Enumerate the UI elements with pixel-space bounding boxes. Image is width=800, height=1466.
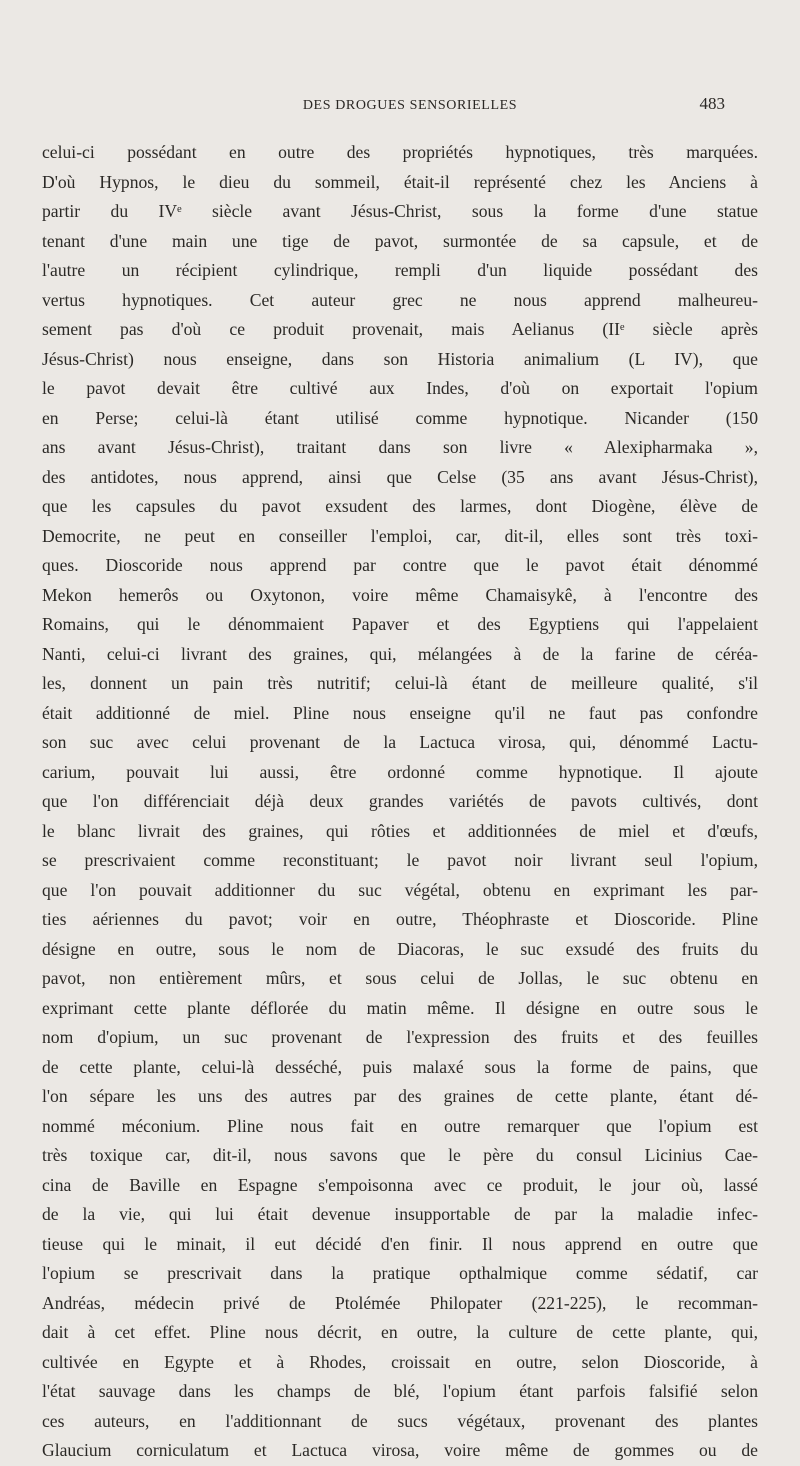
text-line: tenant d'une main une tige de pavot, surmontée de sa capsule, et de	[42, 230, 758, 251]
text-line: D'où Hypnos, le dieu du sommeil, était-il représenté chez les Anciens à	[42, 171, 758, 192]
text-line: le blanc livrait des graines, qui rôties et additionnées de miel et d'œufs,	[42, 820, 758, 841]
text-line: dait à cet effet. Pline nous décrit, en outre, la culture de cette plante, qui,	[42, 1322, 758, 1342]
text-line: en Perse; celui-là étant utilisé comme hypnotique. Nicander (150	[42, 407, 758, 428]
text-line: l'autre un récipient cylindrique, rempli d'un liquide possédant des	[42, 260, 758, 280]
text-line: Andréas, médecin privé de Ptolémée Philopater (221-225), le recomman-	[42, 1292, 758, 1313]
text-line: ans avant Jésus-Christ), traitant dans son livre « Alexipharmaka »,	[42, 437, 758, 457]
text-line: Democrite, ne peut en conseiller l'emploi, car, dit-il, elles sont très toxi-	[42, 525, 758, 546]
text-line: que l'on différenciait déjà deux grandes variétés de pavots cultivés, dont	[42, 791, 758, 811]
text-line: de la vie, qui lui était devenue insupportable de par la maladie infec-	[42, 1204, 758, 1224]
text-line: carium, pouvait lui aussi, être ordonné comme hypnotique. Il ajoute	[42, 761, 758, 782]
text-line: Jésus-Christ) nous enseigne, dans son Historia animalium (L IV), que	[42, 348, 758, 369]
text-line: ces auteurs, en l'additionnant de sucs végétaux, provenant des plantes	[42, 1410, 758, 1431]
text-line: des antidotes, nous apprend, ainsi que Celse (35 ans avant Jésus-Christ),	[42, 466, 758, 487]
page-number: 483	[699, 94, 725, 113]
text-line: tieuse qui le minait, il eut décidé d'en finir. Il nous apprend en outre que	[42, 1233, 758, 1254]
text-line: très toxique car, dit-il, nous savons que le père du consul Licinius Cae-	[42, 1145, 758, 1165]
page-header	[40, 94, 780, 122]
text-line: exprimant cette plante déflorée du matin même. Il désigne en outre sous le	[42, 997, 758, 1018]
text-line: sement pas d'où ce produit provenait, mais Aelianus (IIᵉ siècle après	[42, 319, 758, 339]
text-line: Mekon hemerôs ou Oxytonon, voire même Chamaisykê, à l'encontre des	[42, 584, 758, 605]
text-line: nom d'opium, un suc provenant de l'expression des fruits et des feuilles	[42, 1027, 758, 1047]
text-line: partir du IVᵉ siècle avant Jésus-Christ, sous la forme d'une statue	[42, 201, 758, 221]
text-line: Romains, qui le dénommaient Papaver et des Egyptiens qui l'appelaient	[42, 614, 758, 634]
text-line: cultivée en Egypte et à Rhodes, croissait en outre, selon Dioscoride, à	[42, 1351, 758, 1372]
text-line: Glaucium corniculatum et Lactuca virosa, voire même de gommes ou de	[42, 1440, 758, 1460]
text-line: l'on sépare les uns des autres par des graines de cette plante, étant dé-	[42, 1086, 758, 1106]
text-line: que l'on pouvait additionner du suc végétal, obtenu en exprimant les par-	[42, 879, 758, 900]
text-line: pavot, non entièrement mûrs, et sous celui de Jollas, le suc obtenu en	[42, 968, 758, 988]
text-line: désigne en outre, sous le nom de Diacoras, le suc exsudé des fruits du	[42, 938, 758, 959]
text-line: cina de Baville en Espagne s'empoisonna avec ce produit, le jour où, lassé	[42, 1174, 758, 1195]
text-line: les, donnent un pain très nutritif; celui-là étant de meilleure qualité, s'il	[42, 673, 758, 693]
text-line: celui-ci possédant en outre des propriétés hypnotiques, très marquées.	[42, 142, 758, 162]
text-line: l'état sauvage dans les champs de blé, l'opium étant parfois falsifié selon	[42, 1381, 758, 1401]
running-head: DES DROGUES SENSORIELLES	[302, 98, 518, 113]
body-text	[42, 138, 758, 1466]
text-line: nommé méconium. Pline nous fait en outre remarquer que l'opium est	[42, 1115, 758, 1136]
text-line: Nanti, celui-ci livrant des graines, qui, mélangées à de la farine de céréa-	[42, 643, 758, 664]
text-line: son suc avec celui provenant de la Lactuca virosa, qui, dénommé Lactu-	[42, 732, 758, 752]
text-line: que les capsules du pavot exsudent des larmes, dont Diogène, élève de	[42, 496, 758, 516]
text-line: de cette plante, celui-là desséché, puis malaxé sous la forme de pains, que	[42, 1056, 758, 1077]
text-line: ques. Dioscoride nous apprend par contre que le pavot était dénommé	[42, 555, 758, 575]
text-line: ties aériennes du pavot; voir en outre, Théophraste et Dioscoride. Pline	[42, 909, 758, 929]
text-line: l'opium se prescrivait dans la pratique opthalmique comme sédatif, car	[42, 1263, 758, 1283]
text-line: se prescrivaient comme reconstituant; le pavot noir livrant seul l'opium,	[42, 850, 758, 870]
text-line: vertus hypnotiques. Cet auteur grec ne nous apprend malheureu-	[42, 289, 758, 310]
text-line: le pavot devait être cultivé aux Indes, d'où on exportait l'opium	[42, 378, 758, 398]
text-line: était additionné de miel. Pline nous enseigne qu'il ne faut pas confondre	[42, 702, 758, 723]
